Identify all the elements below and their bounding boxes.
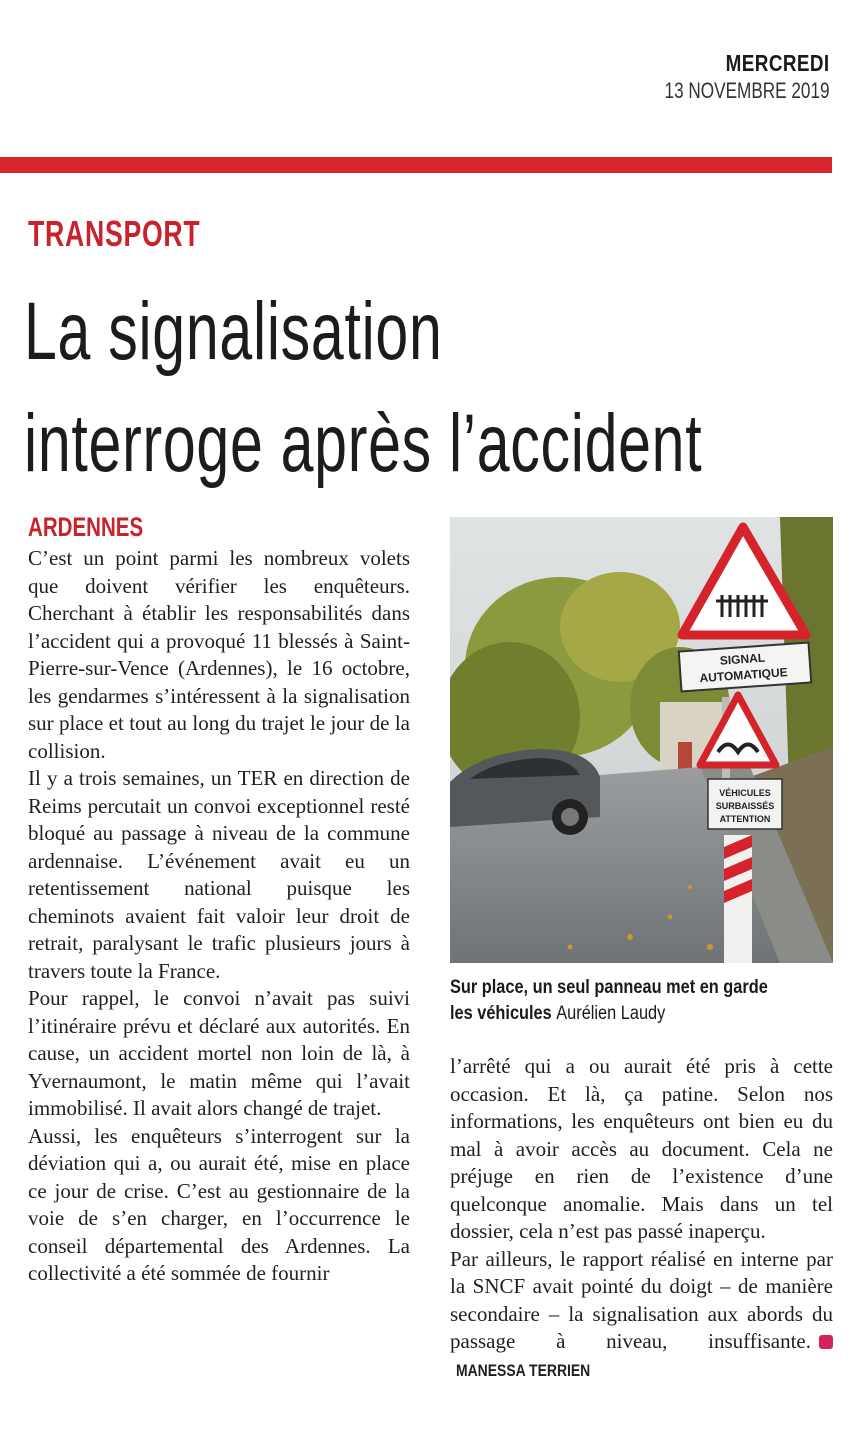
paragraph: Pour rappel, le convoi n’avait pas suivi l’itinéraire prévu et déclaré aux autorités. En cause, un accident mortel non loin de là, à Yvernaumont, le matin même qui l’avait immobilisé. Il avait alors changé de trajet. (28, 986, 410, 1120)
sign-text-top: SIGNAL (719, 650, 766, 668)
article-column-left (28, 545, 410, 1288)
author-signature: MANESSA TERRIEN (456, 1360, 591, 1380)
panel-text-2: SURBAISSÉS (715, 801, 775, 811)
sign-text-bottom: AUTOMATIQUE (699, 665, 789, 686)
road-sign-photo (450, 517, 833, 963)
headline-line-2: interroge après l’accident (24, 398, 703, 489)
header-rule (0, 157, 832, 173)
article-photo (450, 517, 833, 963)
paragraph: C’est un point parmi les nombreux volets que doivent vérifier les enquêteurs. Cherchant à établir les responsabilités dans l’accident qui a provoqué 11 blessés à Saint-Pierre-sur-Vence (Ardennes), le 16 octobre, les gendarmes s’intéressent à la signalisation sur place et tout au long du trajet le jour de la collision. (28, 546, 410, 763)
headline-line-1: La signalisation (24, 286, 443, 377)
paragraph-text: Par ailleurs, le rapport réalisé en interne par la SNCF avait pointé du doigt – de manière secondaire – la signalisation aux abords du passage à niveau, insuffisante. (450, 1246, 833, 1353)
section-rubric: TRANSPORT (28, 213, 201, 254)
panel-text-1: VÉHICULES (719, 788, 771, 798)
publication-date: 13 NOVEMBRE 2019 (664, 78, 830, 103)
article-column-right (450, 1053, 833, 1384)
caption-line-1: Sur place, un seul panneau met en garde (450, 977, 768, 998)
panel-text-3: ATTENTION (719, 814, 771, 824)
photo-caption (450, 975, 833, 1027)
paragraph-last (450, 1246, 833, 1385)
paragraph: Il y a trois semaines, un TER en direction de Reims percutait un convoi exceptionnel resté bloqué au passage à niveau de la commune ardennaise. L’événement avait eu un retentissement national puisque les cheminots avaient fait valoir leur droit de retrait, paralysant le trafic plusieurs jours à travers toute la France. (28, 766, 410, 983)
caption-vehicles: les véhicules (450, 1003, 552, 1024)
paragraph: Aussi, les enquêteurs s’interrogent sur la déviation qui a, ou aurait été, mise en place ce jour de crise. C’est au gestionnaire de la voie de s’en charger, en l’occurrence le conseil départemental des Ardennes. La collectivité a été sommée de fournir (28, 1123, 410, 1285)
edition-date (618, 50, 830, 105)
photo-credit: Aurélien Laudy (556, 1003, 666, 1024)
location-label: ARDENNES (28, 512, 144, 542)
article-headline (24, 276, 703, 500)
caption-line-2 (450, 1001, 665, 1027)
signature-mark-icon (819, 1335, 833, 1349)
paragraph: l’arrêté qui a ou aurait été pris à cette occasion. Et là, ça patine. Selon nos informations, les enquêteurs ont bien eu du mal à avoir accès au document. Cela ne préjuge en rien de l’existence d’une quelconque anomalie. Mais dans un tel dossier, cela n’est pas passé inaperçu. (450, 1054, 833, 1243)
weekday: MERCREDI (726, 50, 830, 76)
